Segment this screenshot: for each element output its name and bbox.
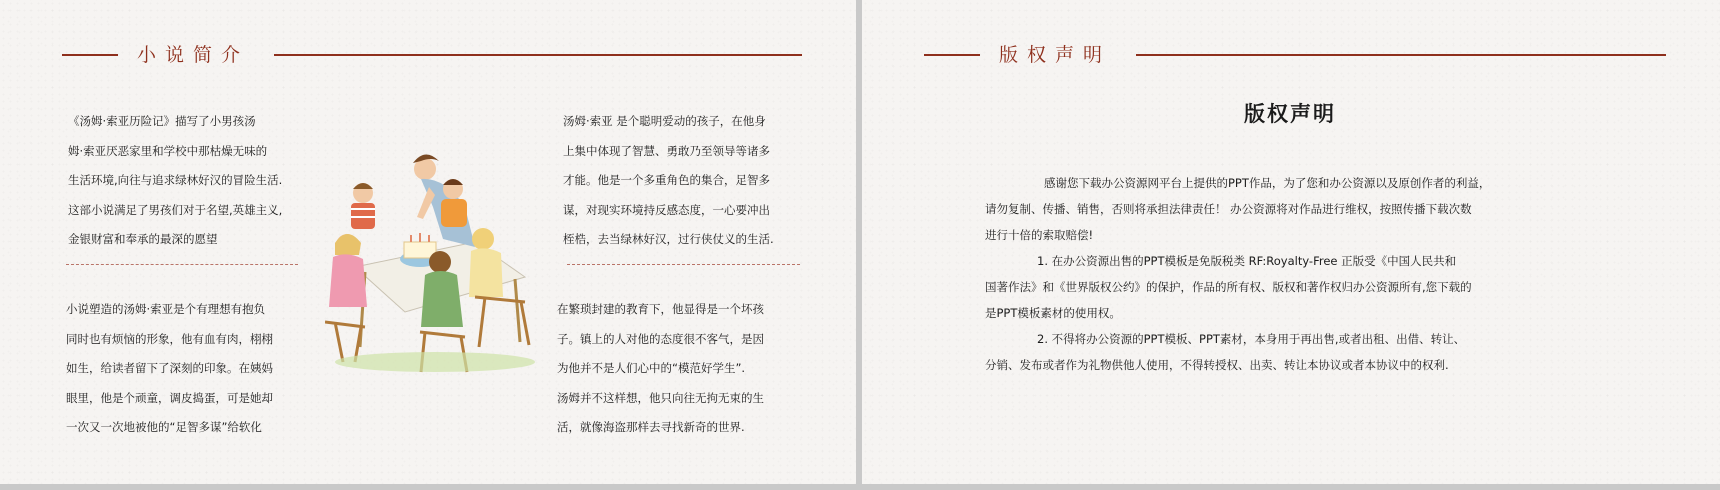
slide-title: 版权声明 bbox=[999, 44, 1112, 66]
text-line: 同时也有烦恼的形象，他有血有肉，栩栩 bbox=[66, 331, 273, 346]
text-line: 感谢您下载办公资源网平台上提供的PPT作品，为了您和办公资源以及原创作者的利益， bbox=[1044, 176, 1491, 190]
document-title: 版权声明 bbox=[1244, 102, 1336, 126]
text-line: 生活环境,向往与追求绿林好汉的冒险生活. bbox=[68, 173, 283, 187]
text-line: 一次又一次地被他的“足智多谋”给软化 bbox=[66, 420, 262, 434]
dashed-divider bbox=[567, 264, 800, 265]
text-line: 桎梏，去当绿林好汉，过行侠仗义的生活. bbox=[563, 232, 774, 246]
text-line: 子。镇上的人对他的态度很不客气，是因 bbox=[557, 331, 764, 346]
text-line: 分销、发布或者作为礼物供他人使用，不得转授权、出卖、转让本协议或者本协议中的权利. bbox=[985, 358, 1449, 372]
family-birthday-party-illustration bbox=[325, 147, 540, 377]
text-line: 1. 在办公资源出售的PPT模板是免版税类 RF:Royalty-Free 正版受《中国人民共和 bbox=[1037, 254, 1457, 268]
text-line: 国著作法》和《世界版权公约》的保护，作品的所有权、版权和著作权归办公资源所有,您下载的 bbox=[985, 280, 1472, 294]
text-line: 姆·索亚厌恶家里和学校中那枯燥无味的 bbox=[68, 143, 268, 158]
intro-paragraph-3 bbox=[66, 295, 273, 443]
text-line: 汤姆·索亚 是个聪明爱动的孩子，在他身 bbox=[563, 114, 766, 128]
header-line-right bbox=[274, 54, 802, 56]
text-line: 谋，对现实环境持反感态度，一心要冲出 bbox=[563, 202, 770, 217]
slide-novel-intro bbox=[0, 0, 856, 484]
text-line: 是PPT模板素材的使用权。 bbox=[985, 306, 1121, 320]
dashed-divider bbox=[66, 264, 298, 265]
intro-paragraph-2 bbox=[563, 107, 774, 255]
text-line: 才能。他是一个多重角色的集合，足智多 bbox=[563, 173, 770, 187]
text-line: 进行十倍的索取赔偿! bbox=[985, 228, 1094, 242]
text-line: 上集中体现了智慧、勇敢乃至领导等诸多 bbox=[563, 143, 770, 158]
text-line: 如生，给读者留下了深刻的印象。在姨妈 bbox=[66, 361, 273, 375]
slide-title: 小说简介 bbox=[137, 44, 250, 66]
text-line: 金银财富和奉承的最深的愿望 bbox=[68, 232, 218, 246]
header-line-left bbox=[924, 54, 980, 56]
text-line: 为他并不是人们心中的“模范好学生”. bbox=[557, 361, 746, 375]
header-line-right bbox=[1136, 54, 1666, 56]
text-line: 在繁琐封建的教育下，他显得是一个坏孩 bbox=[557, 302, 764, 316]
copyright-paragraph-2 bbox=[985, 248, 1472, 326]
text-line: 《汤姆·索亚历险记》描写了小男孩汤 bbox=[68, 114, 256, 128]
copyright-paragraph-3 bbox=[985, 326, 1465, 378]
header-line-left bbox=[62, 54, 118, 56]
text-line: 这部小说满足了男孩们对于名望,英雄主义, bbox=[68, 202, 283, 217]
text-line: 2. 不得将办公资源的PPT模板、PPT素材，本身用于再出售,或者出租、出借、转让、 bbox=[1037, 332, 1466, 346]
text-line: 活，就像海盗那样去寻找新奇的世界. bbox=[557, 420, 745, 434]
text-line: 小说塑造的汤姆·索亚是个有理想有抱负 bbox=[66, 302, 266, 316]
copyright-paragraph-1 bbox=[985, 170, 1490, 248]
intro-paragraph-1 bbox=[68, 107, 282, 255]
text-line: 请勿复制、传播、销售，否则将承担法律责任！ 办公资源将对作品进行维权，按照传播下载次数 bbox=[985, 202, 1472, 216]
text-line: 汤姆并不这样想，他只向往无拘无束的生 bbox=[557, 390, 764, 405]
intro-paragraph-4 bbox=[557, 295, 764, 443]
text-line: 眼里，他是个顽童，调皮捣蛋，可是她却 bbox=[66, 390, 273, 405]
